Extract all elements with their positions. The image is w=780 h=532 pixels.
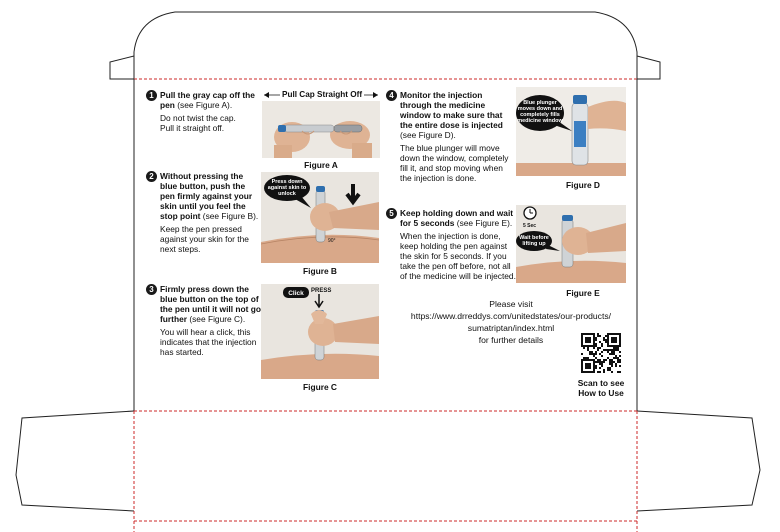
pull-cap-banner — [262, 89, 380, 101]
banner-text: Pull Cap Straight Off — [282, 90, 363, 99]
step-number: 5 — [386, 208, 397, 219]
figure-b-callout: against skin to — [267, 185, 307, 191]
step-text: You will hear a click, this indicates that the injection has started. — [160, 327, 257, 357]
qr-code[interactable] — [581, 333, 621, 373]
figure-d-photo — [516, 87, 626, 176]
step-number: 3 — [146, 284, 157, 295]
step-text: Keep the pen pressed against your skin for the next steps. — [160, 224, 249, 254]
step-4 — [386, 90, 516, 183]
step-text: Do not twist the cap. — [160, 113, 236, 123]
figure-c-caption: Figure C — [303, 382, 337, 392]
step-heading: Keep holding down and wait for 5 seconds — [400, 208, 514, 228]
step-heading: Monitor the injection through the medicine window to make sure that the entire dose is injected — [400, 90, 503, 130]
figure-a-photo — [262, 101, 380, 158]
step-number: 1 — [146, 90, 157, 101]
scan-instruction — [571, 378, 631, 398]
figure-reference: (see Figure C). — [189, 314, 246, 324]
figure-reference: (see Figure B). — [202, 211, 259, 221]
angle-label: 90° — [328, 238, 336, 244]
step-heading: Firmly press down the blue button on the top of the pen until it will not go further — [160, 284, 261, 324]
figure-e-callout: Wait before — [519, 235, 549, 241]
step-5 — [386, 208, 516, 281]
press-label: PRESS — [311, 288, 332, 294]
scan-text: Scan to see — [577, 378, 625, 388]
step-text: The blue plunger will move down the window, completely fill it, and stop moving when the injection is done. — [400, 143, 509, 183]
figure-e-callout: lifting up — [522, 241, 546, 247]
visit-url[interactable]: https://www.drreddys.com/unitedstates/our-products/ — [410, 311, 612, 321]
figure-d-callout: moves down and — [517, 106, 563, 112]
figure-reference: (see Figure E). — [456, 218, 513, 228]
figure-b-photo — [261, 172, 379, 263]
figure-d-callout: Blue plunger — [523, 100, 557, 106]
figure-b-callout: Press down — [271, 179, 303, 185]
figure-a-caption: Figure A — [304, 160, 338, 170]
figure-b-caption: Figure B — [303, 266, 337, 276]
figure-c-photo — [261, 284, 379, 379]
click-label: Click — [288, 290, 304, 297]
step-text: Pull it straight off. — [160, 123, 225, 133]
visit-text: for further details — [478, 335, 544, 345]
step-2 — [146, 171, 262, 254]
step-number: 4 — [386, 90, 397, 101]
figure-e-photo — [516, 205, 626, 283]
figure-d-callout: medicine window — [517, 118, 563, 124]
step-heading: Pull the gray cap off the pen — [160, 90, 255, 110]
visit-url[interactable]: sumatriptan/index.html — [467, 323, 555, 333]
step-1 — [146, 90, 266, 133]
figure-reference: (see Figure D). — [400, 130, 456, 140]
step-number: 2 — [146, 171, 157, 182]
figure-d-callout: completely fills — [520, 112, 560, 118]
step-text: When the injection is done, keep holding the pen against the skin for 5 seconds. If you take the pen off before, not all of the medicine will be injected. — [400, 231, 516, 281]
scan-text: How to Use — [578, 388, 624, 398]
visit-text: Please visit — [489, 299, 533, 309]
figure-b-callout: unlock — [278, 191, 296, 197]
figure-e-caption: Figure E — [566, 288, 600, 298]
figure-d-caption: Figure D — [566, 180, 600, 190]
step-heading: Without pressing the blue button, push the pen firmly against your skin until you feel the stop point — [160, 171, 253, 221]
step-3 — [146, 284, 262, 357]
timer-label: 5 Sec — [523, 223, 537, 229]
figure-reference: (see Figure A). — [177, 100, 233, 110]
